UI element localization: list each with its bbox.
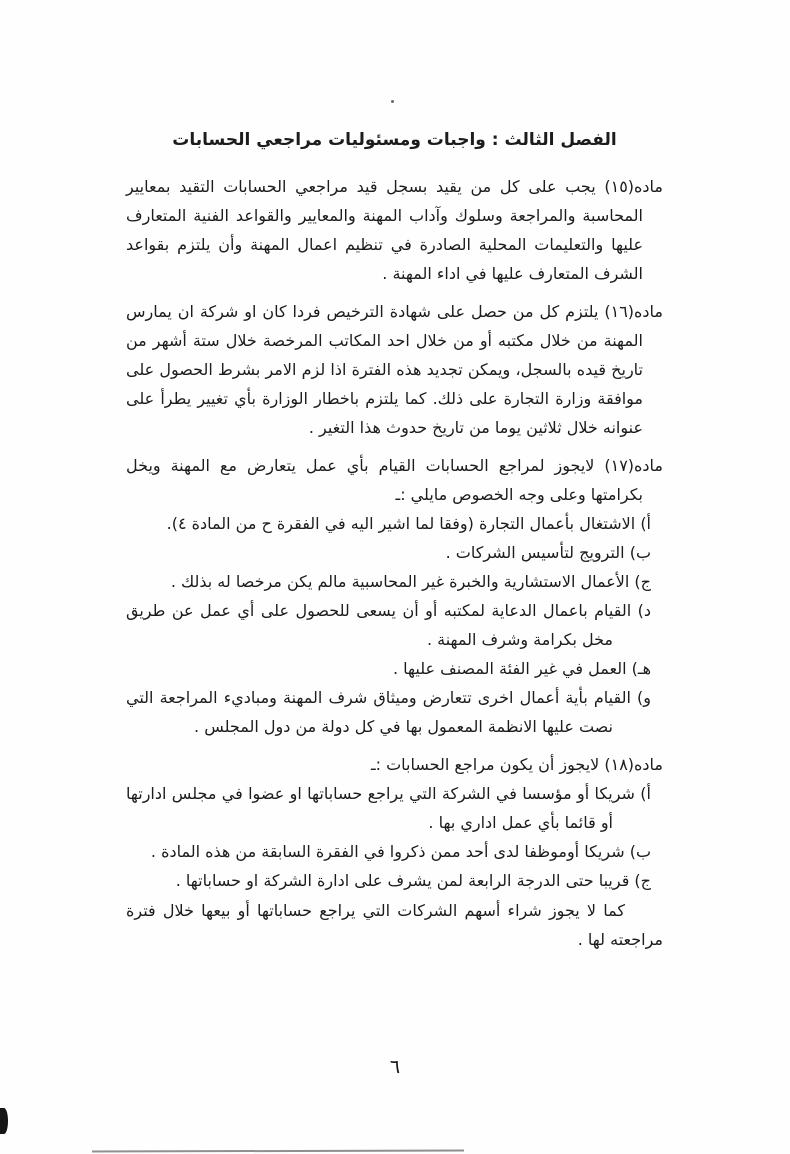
article-18-item-a: أ) شريكا أو مؤسسا في الشركة التي يراجع حساباتها او عضوا في مجلس ادارتها أو قائما بأي عمل اداري بها . [126, 784, 651, 832]
article-16: ماده(١٦) يلتزم كل من حصل على شهادة الترخيص فردا كان او شركة ان يمارس المهنة من خلال مكتبه أو من خلال احد المكاتب المرخصة خلال ستة أشهر من تاريخ قيده بالسجل، ويمكن تجديد هذه الفترة اذا لزم الامر بشرط الحصول على موافقة وزارة التجارة على ذلك. كما يلتزم باخطار الوزارة بأي تغيير يطرأ على عنوانه خلال ثلاثين يوما من تاريخ حدوث هذا التغير . [126, 302, 663, 437]
article-18: ماده(١٨) لايجوز أن يكون مراجع الحسابات :ـ [370, 755, 663, 774]
scan-speck [391, 100, 394, 103]
article-17-item-d: د) القيام باعمال الدعاية لمكتبه أو أن يسعى للحصول على أي عمل عن طريق مخل بكرامة وشرف المهنة . [126, 601, 651, 649]
article-17-item-b: ب) الترويج لتأسيس الشركات . [445, 543, 651, 562]
article-17-item-f: و) القيام بأية أعمال اخرى تتعارض وميثاق شرف المهنة ومباديء المراجعة التي نصت عليها الانظمة المعمول بها في كل دولة من دول المجلس . [126, 688, 651, 736]
article-17-item-a: أ) الاشتغال بأعمال التجارة (وفقا لما اشير اليه في الفقرة ح من المادة ٤). [166, 514, 651, 533]
scan-blob-artifact [0, 1108, 8, 1134]
article-18-item-b: ب) شريكا أوموظفا لدى أحد ممن ذكروا في الفقرة السابقة من هذه المادة . [150, 842, 651, 861]
page-title: الفصل الثالث : واجبات ومسئوليات مراجعي الحسابات [172, 130, 617, 150]
document-content [126, 130, 663, 954]
closing-paragraph: كما لا يجوز شراء أسهم الشركات التي يراجع حساباتها أو بيعها خلال فترة مراجعته لها . [126, 901, 663, 949]
article-18-item-c: ج) قريبا حتى الدرجة الرابعة لمن يشرف على ادارة الشركة او حساباتها . [175, 871, 651, 890]
article-17-item-e: هـ) العمل في غير الفئة المصنف عليها . [392, 659, 651, 678]
article-17-item-c: ج) الأعمال الاستشارية والخبرة غير المحاسبية مالم يكن مرخصا له بذلك . [170, 572, 651, 591]
article-17: ماده(١٧) لايجوز لمراجع الحسابات القيام بأي عمل يتعارض مع المهنة ويخل بكرامتها وعلى وجه الخصوص مايلي :ـ [126, 456, 663, 504]
page-number: ٦ [389, 1056, 401, 1078]
article-15: ماده(١٥) يجب على كل من يقيد بسجل قيد مراجعي الحسابات التقيد بمعايير المحاسبة والمراجعة وسلوك وآداب المهنة والمعايير والقواعد الفنية المتعارف عليها والتعليمات المحلية الصادرة في تنظيم اعمال المهنة وأن يلتزم بقواعد الشرف المتعارف عليها في اداء المهنة . [126, 177, 663, 283]
scan-line-artifact [92, 1150, 464, 1153]
